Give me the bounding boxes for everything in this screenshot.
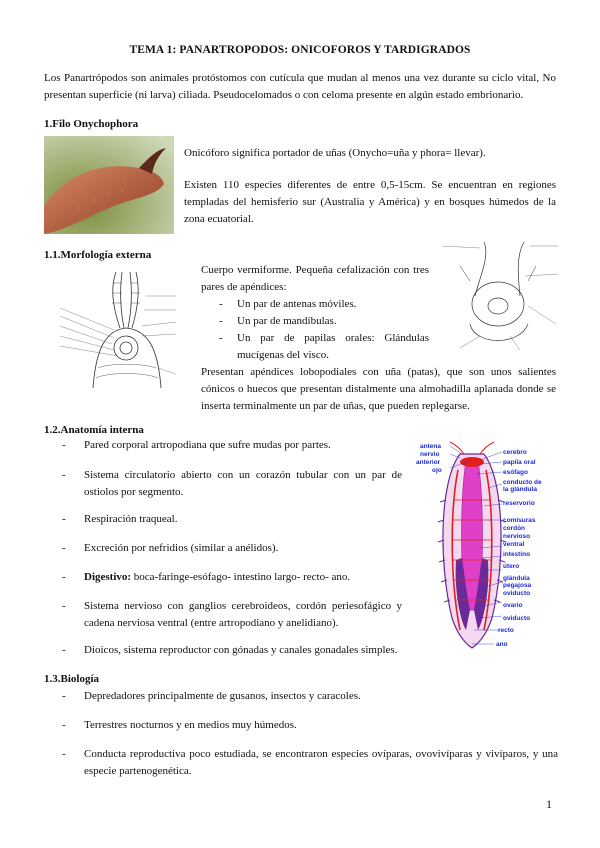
label-glandula: la glándula [503, 486, 537, 493]
label-cerebro: cerebro [503, 449, 527, 456]
label-papila-oral: papila oral [503, 459, 536, 466]
label-ojo: ojo [432, 467, 442, 474]
label-cordon: cordón [503, 525, 526, 532]
label-comisuras: comisuras [503, 517, 536, 524]
label-glandula-pegajosa-1: glándula [503, 575, 530, 582]
appendages-list [201, 296, 429, 364]
label-glandula-pegajosa-2: pegajosa [503, 582, 532, 589]
page-number: 1 [546, 797, 552, 811]
label-ano: ano [496, 641, 508, 648]
label-ovario: ovario [503, 602, 523, 609]
list-item: - Un par de mandíbulas. [201, 313, 429, 330]
list-item: - Sistema circulatorio abierto con un corazón tubular con un par de ostiolos por segmento. [44, 467, 402, 501]
list-item: - Sistema nervioso con ganglios cerebroideos, cordón periesofágico y cadena nerviosa ventral (entre artropodiano y anelidiano). [44, 598, 402, 632]
species-paragraph: Existen 110 especies diferentes de entre 0,5-15cm. Se encuentran en regiones templadas del hemisferio sur (Australia y América) y en bosques húmedos de la zona ecuatorial. [184, 179, 556, 225]
legs-paragraph: Presentan apéndices lobopodiales con uña (patas), que son unos salientes cónicos o huecos que presentan distalmente una almohadilla aplanada donde se inserta terminalmente un par de uñas, que pueden replegarse. [201, 366, 556, 412]
section-heading-internal-anatomy: 1.2.Anatomía interna [44, 424, 144, 436]
label-utero: útero [503, 563, 520, 570]
onychophora-photo [44, 136, 174, 234]
head-diagram-right [440, 236, 560, 354]
label-oviducto: oviducto [503, 590, 531, 597]
list-item: - Un par de antenas móviles. [201, 296, 429, 313]
list-item: - Respiración traqueal. [44, 511, 402, 528]
label-intestino: intestino [503, 551, 531, 558]
label-anterior: anterior [416, 459, 441, 466]
list-item: - Excreción por nefridios (similar a anélidos). [44, 540, 402, 557]
section-heading-external-morphology: 1.1.Morfología externa [44, 249, 152, 261]
label-antena: antena [420, 443, 441, 450]
digestive-text: boca-faringe-esófago- intestino largo- recto- ano. [133, 571, 351, 583]
head-diagram-left [58, 268, 186, 388]
label-reservorio: reservorio [503, 500, 535, 507]
internal-anatomy-diagram [410, 440, 560, 652]
intro-paragraph: Los Panartrópodos son animales protóstomos con cutícula que mudan al menos una vez durante su ciclo vital, No presentan superficie (ni larva) ciliada. Pseudocelomados o con celoma presente en algún estado embrionario. [44, 72, 556, 101]
label-oviducto-2: oviducto [503, 615, 531, 622]
label-recto: recto [498, 627, 514, 634]
list-item: - Un par de papilas orales: Glándulas mucígenas del visco. [201, 330, 429, 364]
list-item: - Dioicos, sistema reproductor con gónadas y canales gonadales simples. [44, 642, 402, 659]
list-item: - Pared corporal artropodiana que sufre mudas por partes. [44, 437, 402, 454]
digestive-label: Digestivo: [84, 571, 132, 583]
section-heading-biology: 1.3.Biología [44, 673, 100, 685]
label-conducto: conducto de [503, 479, 542, 486]
label-esofago: esófago [503, 469, 528, 476]
body-description: Cuerpo vermiforme. Pequeña cefalización con tres pares de apéndices: [201, 264, 429, 293]
label-nervioso: nervioso [503, 533, 531, 540]
label-ventral: ventral [503, 541, 525, 548]
list-item: - Depredadores principalmente de gusanos, insectos y caracoles. [44, 688, 558, 705]
document-title: TEMA 1: PANARTROPODOS: ONICOFOROS Y TARDIGRADOS [129, 44, 471, 56]
label-nervio: nervio [420, 451, 440, 458]
list-item: - Terrestres nocturnos y en medios muy húmedos. [44, 717, 558, 734]
list-item: - Conducta reproductiva poco estudiada, se encontraron especies ovíparas, ovovivíparas y vivíparos, y una especie partenogenética. [44, 746, 558, 780]
onychophora-meaning: Onicóforo significa portador de uñas (Onycho=uña y phora= llevar). [184, 147, 486, 159]
list-item-digestive [44, 569, 402, 586]
section-heading-phylum: 1.Filo Onychophora [44, 118, 139, 130]
